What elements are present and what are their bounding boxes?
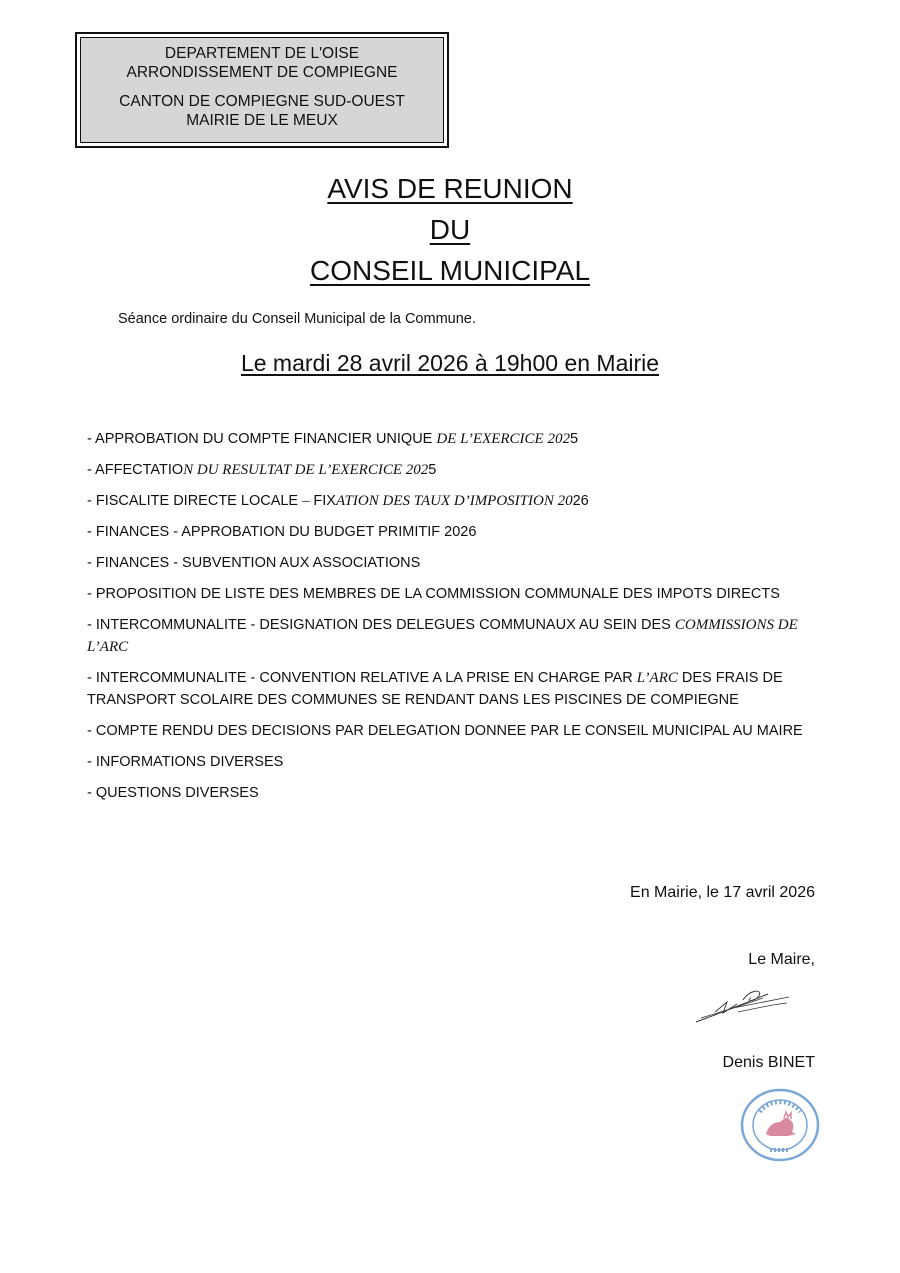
meeting-date-text: Le mardi 28 avril 2026 à 19h00 en Mairie bbox=[240, 350, 660, 376]
intro-text: Séance ordinaire du Conseil Municipal de la Commune. bbox=[118, 311, 476, 327]
agenda-item: - COMPTE RENDU DES DECISIONS PAR DELEGATION DONNEE PAR LE CONSEIL MUNICIPAL AU MAIRE bbox=[87, 723, 803, 739]
agenda-item-text: 5 bbox=[569, 431, 579, 447]
agenda-item: - FINANCES - APPROBATION DU BUDGET PRIMITIF 2026 bbox=[87, 524, 477, 540]
agenda-item-text: - INTERCOMMUNALITE - CONVENTION RELATIVE A LA PRISE EN CHARGE PAR bbox=[87, 670, 637, 686]
title-line-2: DU bbox=[429, 214, 471, 245]
agenda-item-text: - INTERCOMMUNALITE - DESIGNATION DES DELEGUES COMMUNAUX AU SEIN DES bbox=[87, 617, 675, 633]
header-department: DEPARTEMENT DE L'OISE bbox=[164, 45, 360, 62]
agenda-item: - QUESTIONS DIVERSES bbox=[87, 785, 259, 801]
title-line-1: AVIS DE REUNION bbox=[327, 173, 573, 204]
header-canton: CANTON DE COMPIEGNE SUD-OUEST bbox=[119, 93, 405, 110]
mayor-role: Le Maire, bbox=[748, 951, 815, 968]
signature bbox=[693, 982, 793, 1027]
agenda-item: - FINANCES - SUBVENTION AUX ASSOCIATIONS bbox=[87, 555, 421, 571]
header-mairie: MAIRIE DE LE MEUX bbox=[186, 112, 338, 129]
agenda-item bbox=[87, 667, 817, 711]
mairie-stamp-icon bbox=[740, 1088, 820, 1162]
agenda-item-italic: N DU RESULTAT DE L’EXERCICE 202 bbox=[183, 462, 429, 478]
header-arrondissement: ARRONDISSEMENT DE COMPIEGNE bbox=[126, 64, 398, 81]
agenda-item-text: - APPROBATION DU COMPTE FINANCIER UNIQUE bbox=[87, 431, 437, 447]
agenda-item-text: DES FRAIS DE TRANSPORT SCOLAIRE DES COMMUNES SE RENDANT DANS LES PISCINES DE COMPIEGNE bbox=[87, 670, 783, 708]
agenda-item bbox=[87, 490, 817, 512]
agenda-item-italic: COMMISSIONS DE L’ARC bbox=[87, 617, 798, 655]
agenda-item-italic: ATION DES TAUX D’IMPOSITION 20 bbox=[335, 493, 573, 509]
header-box bbox=[75, 32, 449, 148]
title-line-3: CONSEIL MUNICIPAL bbox=[309, 255, 591, 286]
agenda-item-text: FIX bbox=[313, 493, 336, 509]
agenda-item-italic: L’ARC bbox=[636, 670, 678, 686]
meeting-date bbox=[0, 350, 900, 377]
mayor-name: Denis BINET bbox=[722, 1054, 815, 1071]
agenda-item bbox=[87, 428, 817, 450]
agenda-item-text: - FISCALITE DIRECTE LOCALE bbox=[87, 493, 303, 509]
agenda-item: - INFORMATIONS DIVERSES bbox=[87, 754, 284, 770]
place-date: En Mairie, le 17 avril 2026 bbox=[630, 884, 815, 901]
agenda-item-italic: – bbox=[302, 493, 314, 509]
agenda-item-text: - AFFECTATIO bbox=[87, 462, 184, 478]
agenda-item: - PROPOSITION DE LISTE DES MEMBRES DE LA COMMISSION COMMUNALE DES IMPOTS DIRECTS bbox=[87, 586, 780, 602]
agenda-item-text: 5 bbox=[428, 462, 437, 478]
page-title bbox=[0, 168, 900, 291]
agenda-item bbox=[87, 614, 817, 658]
agenda-item bbox=[87, 459, 817, 481]
agenda-item-text: 26 bbox=[572, 493, 589, 509]
agenda-item-italic: DE L’EXERCICE 202 bbox=[436, 431, 570, 447]
agenda-list bbox=[87, 428, 817, 813]
header-inner bbox=[80, 37, 444, 143]
